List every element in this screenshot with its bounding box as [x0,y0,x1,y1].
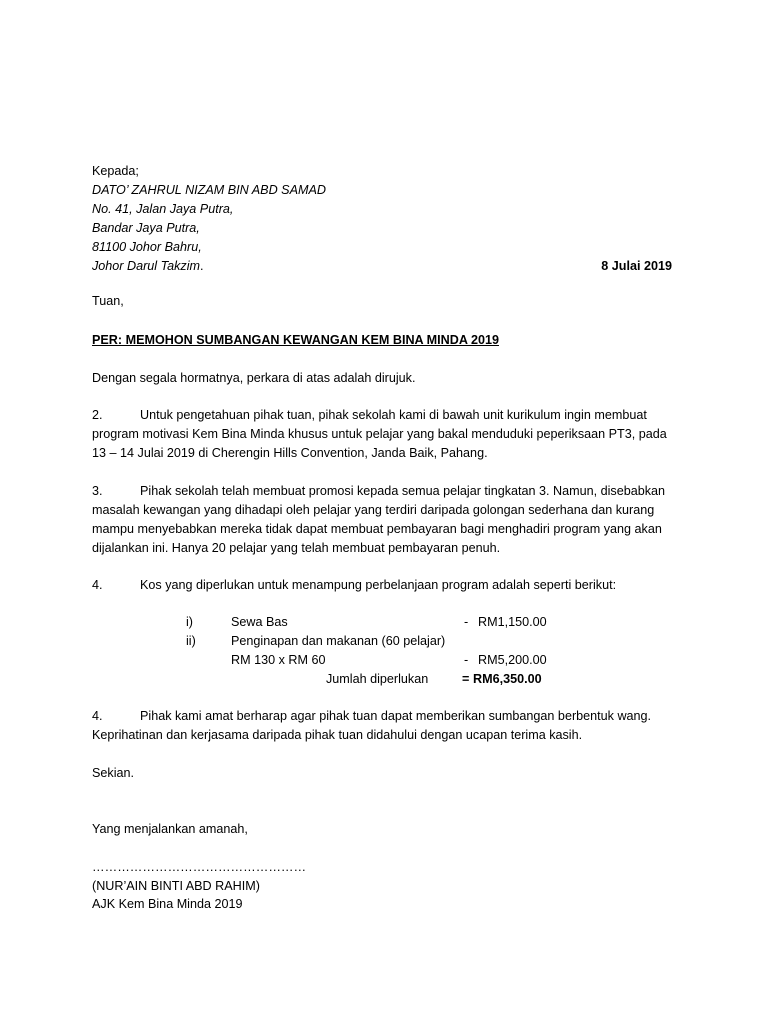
cost-label: Penginapan dan makanan (60 pelajar) [231,634,446,648]
closing-paragraph-number: 4. [92,709,103,723]
cost-row [186,651,566,670]
recipient-address-line-3: 81100 Johor Bahru, [92,240,202,254]
recipient-address-line-4 [92,257,204,276]
sign-off: Yang menjalankan amanah, [92,822,248,836]
paragraph-4-text: Kos yang diperlukan untuk menampung perbelanjaan program adalah seperti berikut: [140,578,617,592]
paragraph-3-text: Pihak sekolah telah membuat promosi kepada semua pelajar tingkatan 3. Namun, disebabkan masalah kewangan yang dihadapi oleh pelajar yang terdiri daripada golongan sederhana dan kurang mampu menyebabkan mereka tidak dapat membuat pembayaran bagi menghadiri program yang akan dijalankan ini. Hanya 20 pelajar yang telah membuat pembayaran penuh. [92,484,666,555]
subject-heading: PER: MEMOHON SUMBANGAN KEWANGAN KEM BINA MINDA 2019 [92,333,499,347]
paragraph-3 [92,482,682,558]
recipient-greeting: Kepada; [92,164,139,178]
paragraph-2-text: Untuk pengetahuan pihak tuan, pihak sekolah kami di bawah unit kurikulum ingin membuat program motivasi Kem Bina Minda khusus untuk pelajar yang bakal menduduki peperiksaan PT3, pada 13 – 14 Julai 2019 di Cherengin Hills Convention, Janda Baik, Pahang. [92,408,667,460]
cost-amount: RM5,200.00 [478,653,547,667]
cost-total-label: Jumlah diperlukan [326,672,429,686]
recipient-address-line-4-period: . [200,259,204,273]
cost-index: i) [186,615,193,629]
closing-paragraph [92,707,682,745]
letter-date: 8 Julai 2019 [601,259,672,273]
paragraph-2 [92,406,682,463]
cost-label: RM 130 x RM 60 [231,653,326,667]
recipient-name: DATO’ ZAHRUL NIZAM BIN ABD SAMAD [92,183,326,197]
paragraph-3-number: 3. [92,484,103,498]
recipient-address-line-1: No. 41, Jalan Jaya Putra, [92,202,234,216]
signer-name: (NUR’AIN BINTI ABD RAHIM) [92,879,260,893]
paragraph-4 [92,576,682,595]
cost-row [186,613,566,632]
signer-title: AJK Kem Bina Minda 2019 [92,897,243,911]
cost-total-amount: RM6,350.00 [473,672,542,686]
recipient-address-line-4-text: Johor Darul Takzim [92,259,201,273]
opening-line: Dengan segala hormatnya, perkara di atas adalah dirujuk. [92,371,416,385]
cost-label: Sewa Bas [231,615,288,629]
signature-line: …………………………………………… [92,860,307,874]
salutation: Tuan, [92,294,124,308]
cost-total-row [186,670,566,689]
cost-index: ii) [186,634,196,648]
sekian-line: Sekian. [92,766,135,780]
cost-total-separator: = [462,672,470,686]
recipient-address-line-2: Bandar Jaya Putra, [92,221,200,235]
cost-separator: - [464,615,469,629]
cost-row [186,632,566,651]
paragraph-4-number: 4. [92,578,103,592]
cost-separator: - [464,653,469,667]
closing-paragraph-text: Pihak kami amat berharap agar pihak tuan dapat memberikan sumbangan berbentuk wang. Keprihatinan dan kerjasama daripada pihak tuan didahului dengan ucapan terima kasih. [92,709,652,742]
paragraph-2-number: 2. [92,408,103,422]
cost-amount: RM1,150.00 [478,615,547,629]
